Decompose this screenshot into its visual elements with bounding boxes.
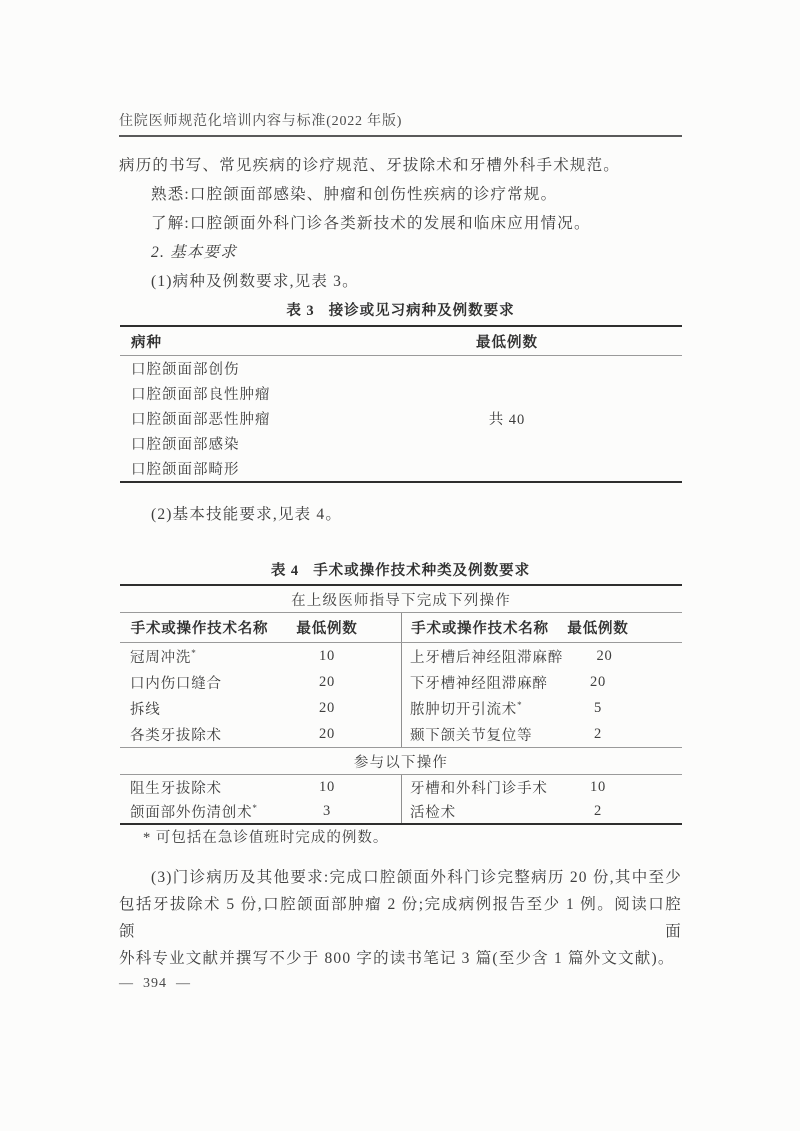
table4-header-left — [120, 613, 401, 642]
operation-name: 脓肿切开引流术* — [410, 699, 522, 718]
table4-caption — [119, 559, 682, 580]
operation-name: 冠周冲洗* — [130, 647, 196, 666]
operation-count: 5 — [593, 699, 603, 716]
table3-row — [120, 356, 682, 381]
col-operation-name: 手术或操作技术名称 — [130, 621, 269, 637]
disease-name: 口腔颌面部恶性肿瘤 — [131, 412, 271, 428]
running-header: 住院医师规范化培训内容与标准(2022 年版) — [119, 114, 403, 129]
operation-name: 颞下颌关节复位等 — [410, 727, 533, 744]
table4-caption-label: 表 4 — [270, 563, 300, 579]
para3-line-2: 包括牙拔除术 5 份,口腔颌面部肿瘤 2 份;完成病例报告至少 1 例。阅读口腔颌面 — [119, 896, 682, 940]
table4 — [120, 584, 682, 825]
operation-name: 活检术 — [410, 804, 456, 821]
operation-name: 上牙槽后神经阻滞麻醉 — [410, 649, 563, 666]
intro-line-2: 熟悉:口腔颌面部感染、肿瘤和创伤性疾病的诊疗常规。 — [151, 186, 558, 203]
table3-row — [120, 456, 682, 481]
page-number: — 394 — — [119, 976, 191, 991]
table3-row — [120, 431, 682, 456]
col-min-cases: 最低例数 — [296, 621, 358, 637]
disease-count: 共 40 — [488, 412, 526, 428]
operation-name: 各类牙拔除术 — [130, 727, 222, 744]
intro-paragraph — [119, 151, 682, 296]
table4-row — [120, 799, 682, 823]
operation-count: 3 — [322, 802, 332, 819]
col-operation-name: 手术或操作技术名称 — [411, 621, 549, 637]
operation-name: 下牙槽神经阻滞麻醉 — [410, 675, 548, 692]
table4-section2-title: 参与以下操作 — [120, 747, 682, 775]
footnote-asterisk: * — [252, 802, 257, 813]
table4-header-right — [401, 613, 682, 642]
intro-line-1: 病历的书写、常见疾病的诊疗规范、牙拔除术和牙槽外科手术规范。 — [119, 157, 621, 174]
table4-section1-title: 在上级医师指导下完成下列操作 — [120, 586, 682, 613]
table3-caption-title: 接诊或见习病种及例数要求 — [328, 303, 515, 319]
header-rule — [119, 135, 682, 137]
operation-name: 阻生牙拔除术 — [130, 780, 222, 797]
operation-name: 牙槽和外科门诊手术 — [410, 780, 548, 797]
table4-row — [120, 721, 682, 747]
para3-line-1: (3)门诊病历及其他要求:完成口腔颌面外科门诊完整病历 20 份,其中至少 — [151, 869, 682, 886]
outpatient-records-paragraph — [119, 864, 682, 972]
intro-line-5: (1)病种及例数要求,见表 3。 — [151, 273, 359, 290]
operation-count: 20 — [596, 647, 613, 664]
table3-caption-label: 表 3 — [286, 303, 315, 319]
table3-row — [120, 406, 682, 431]
operation-count: 10 — [589, 778, 607, 795]
para3-line-3: 外科专业文献并撰写不少于 800 字的读书笔记 3 篇(至少含 1 篇外文文献)。 — [119, 950, 675, 967]
col-min-cases: 最低例数 — [567, 621, 629, 637]
operation-count: 2 — [593, 802, 603, 819]
table4-row — [120, 775, 682, 799]
table4-row — [120, 643, 682, 669]
basic-skills-line: (2)基本技能要求,见表 4。 — [151, 506, 343, 523]
table3-caption — [119, 299, 682, 320]
operation-name: 拆线 — [130, 701, 161, 718]
disease-name: 口腔颌面部创伤 — [131, 362, 240, 378]
operation-count: 20 — [318, 699, 336, 716]
table4-row — [120, 669, 682, 695]
intro-line-3: 了解:口腔颌面外科门诊各类新技术的发展和临床应用情况。 — [151, 215, 591, 232]
operation-name: 口内伤口缝合 — [130, 675, 222, 692]
operation-name: 颌面部外伤清创术* — [130, 802, 257, 821]
operation-count: 20 — [589, 673, 607, 690]
table3 — [120, 325, 682, 483]
operation-count: 10 — [318, 647, 336, 664]
table3-row — [120, 381, 682, 406]
footnote-asterisk: * — [517, 699, 522, 710]
table4-header-row — [120, 613, 682, 643]
table4-caption-title: 手术或操作技术种类及例数要求 — [313, 563, 531, 579]
table3-col-disease: 病种 — [131, 334, 162, 351]
operation-count: 10 — [318, 778, 336, 795]
disease-name: 口腔颌面部畸形 — [131, 462, 240, 478]
operation-count: 20 — [318, 673, 336, 690]
disease-name: 口腔颌面部感染 — [131, 437, 240, 453]
table3-col-min-cases: 最低例数 — [476, 334, 538, 351]
table4-row — [120, 695, 682, 721]
table3-header-row — [120, 327, 682, 356]
footnote-asterisk: * — [191, 647, 196, 658]
table4-footnote: * 可包括在急诊值班时完成的例数。 — [143, 830, 389, 846]
operation-count: 2 — [593, 725, 603, 742]
disease-name: 口腔颌面部良性肿瘤 — [131, 387, 271, 403]
operation-count: 20 — [318, 725, 336, 742]
section-heading-basic-requirements: 2. 基本要求 — [151, 244, 237, 261]
